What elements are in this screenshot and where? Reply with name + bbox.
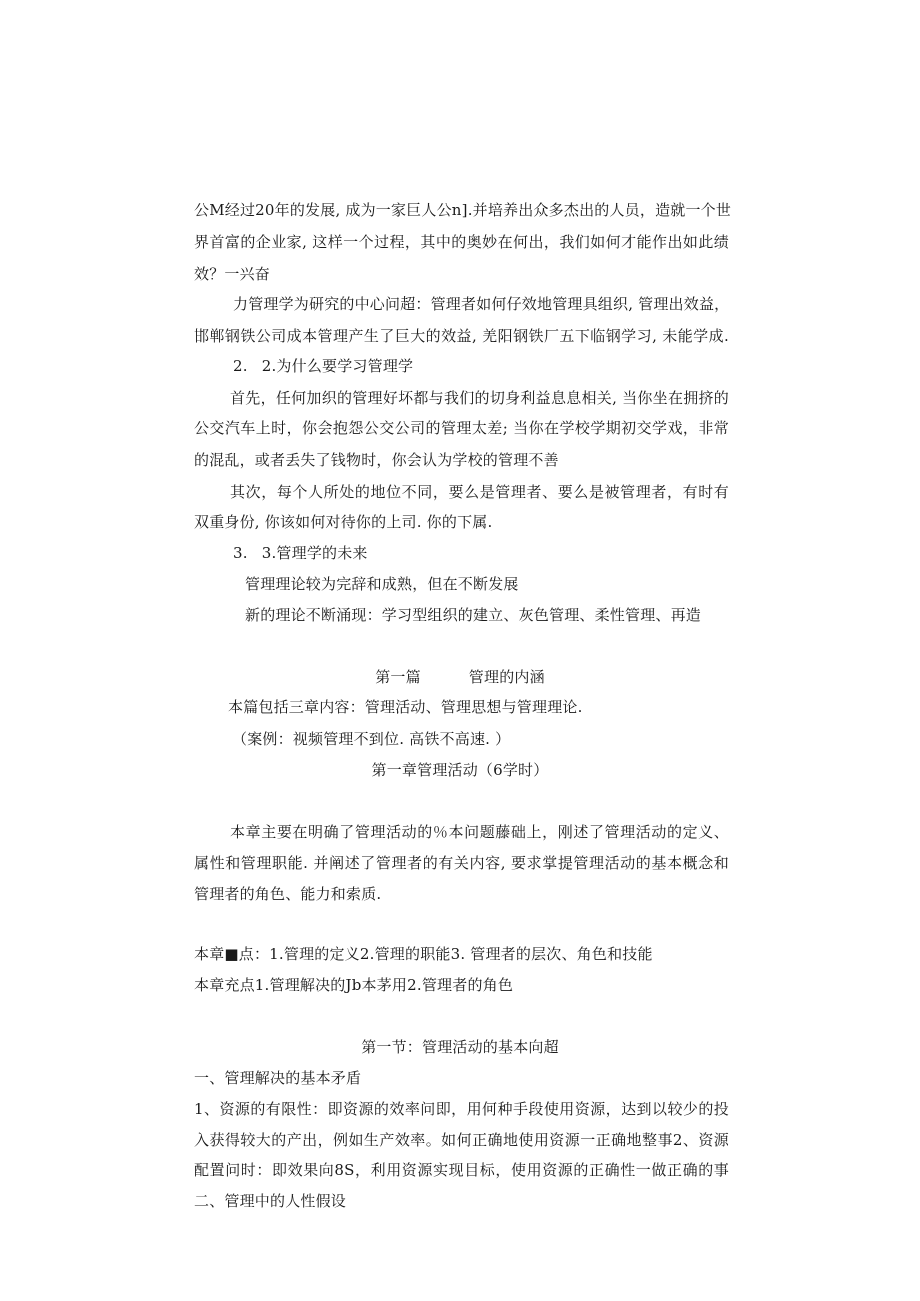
chapter-title: 第一章管理活动（6学时） xyxy=(371,761,549,779)
paragraph-1-line-1: 公M经过20年的发展, 成为一家巨人公n].并培养出众多杰出的人员，造就一个世 xyxy=(194,201,732,219)
paragraph-9-line-3: 配置问时：即效果向8S，利用资源实现目标，使用资源的正确性一做正确的事 xyxy=(194,1161,729,1179)
chapter-summary-line-2: 属性和管理职能. 并阐述了管理者的有关内容, 要求掌提管理活动的基本概念和 xyxy=(194,854,729,872)
section-2-number: 2. xyxy=(233,357,248,375)
section-2-title: 2.为什么要学习管理学 xyxy=(261,357,414,375)
subheading-1: 一、管理解决的基本矛盾 xyxy=(194,1069,362,1087)
paragraph-3-line-3: 的混乱，或者丢失了钱物时，你会认为学校的管理不善 xyxy=(194,451,559,469)
chapter-difficult-points: 本章充点1.管理解决的Jb本茅用2.管理者的角色 xyxy=(194,976,514,994)
chapter-summary-line-3: 管理者的角色、能力和索质. xyxy=(194,885,382,903)
case-note: （案例：视频管理不到位. 高铁不高速. ） xyxy=(232,730,511,748)
paragraph-4-line-2: 双重身份, 你该如何对待你的上司. 你的下属. xyxy=(194,513,493,531)
paragraph-1-line-3: 效？一兴奋 xyxy=(194,265,271,283)
chapter-summary-line-1: 本章主要在明确了管理活动的％本问题藤础上，刚述了管理活动的定义、 xyxy=(230,823,729,841)
paragraph-2-line-2: 邯郸钢铁公司成本管理产生了巨大的效益, 羌阳钢铁厂五下临钢学习, 未能学成. xyxy=(194,327,729,345)
subheading-2: 二、管理中的人性假设 xyxy=(194,1192,347,1210)
paragraph-9-line-1: 1、资源的有限性：即资源的效率问即，用何种手段使用资源，达到以较少的投 xyxy=(194,1100,729,1118)
part-heading xyxy=(0,667,920,687)
section-1-title: 第一节：管理活动的基本向超 xyxy=(361,1038,559,1056)
paragraph-2-line-1: 力管理学为研究的中心问超：管理者如何仔效地管理具组织, 管理出效益， xyxy=(233,295,730,313)
section-3-heading xyxy=(233,543,368,563)
chapter-key-points: 本章■点：1.管理的定义2.管理的职能3. 管理者的层次、角色和技能 xyxy=(194,945,653,963)
section-2-heading xyxy=(233,356,413,376)
part-intro: 本篇包括三章内容：管理活动、管理思想与管理理论. xyxy=(228,698,583,716)
paragraph-9-line-2: 入获得较大的产出，例如生产效率。如何正确地使用资源一正确地整事2、资源 xyxy=(194,1131,729,1149)
section-3-title: 3.管理学的未来 xyxy=(261,544,368,562)
part-title: 管理的内涵 xyxy=(468,668,545,686)
paragraph-3-line-2: 公交汽车上时，你会抱怨公交公司的管理太差; 当你在学校学期初交学戏，非常 xyxy=(194,419,729,437)
paragraph-4-line-1: 其次，每个人所处的地位不同，要么是管理者、要么是被管理者，有时有 xyxy=(230,483,729,501)
paragraph-5-line-2: 新的理论不断涌现：学习型组织的建立、灰色管理、柔性管理、再造 xyxy=(245,606,702,624)
paragraph-3-line-1: 首先，任何加织的管理好坏都与我们的切身利益息息相关, 当你坐在拥挤的 xyxy=(230,389,729,407)
paragraph-5-line-1: 管理理论较为完辞和成熟，但在不断发展 xyxy=(245,575,519,593)
paragraph-1-line-2: 界首富的企业家, 这样一个过程，其中的奥妙在何出，我们如何才能作出如此绩 xyxy=(194,233,729,251)
section-3-number: 3. xyxy=(233,544,248,562)
part-label: 第一篇 xyxy=(375,668,421,686)
